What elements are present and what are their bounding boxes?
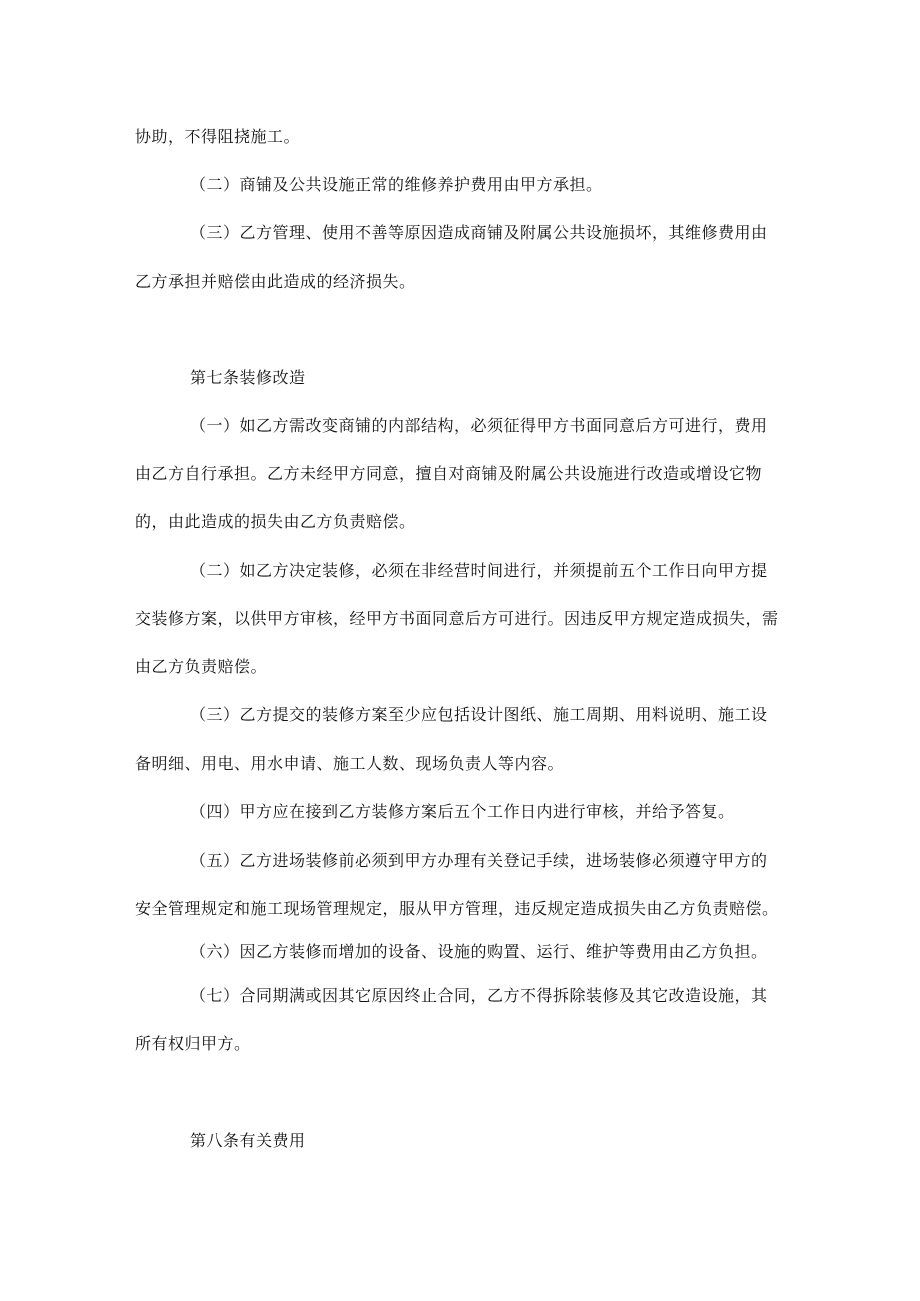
paragraph-line: （二）如乙方决定装修，必须在非经营时间进行，并须提前五个工作日向甲方提 [190,561,768,580]
paragraph-line: （四）甲方应在接到乙方装修方案后五个工作日内进行审核，并给予答复。 [190,802,735,821]
paragraph-line: 由乙方负责赔偿。 [135,657,268,676]
section-heading: 第七条装修改造 [190,368,306,387]
paragraph-line: 协助，不得阻挠施工。 [135,127,301,146]
paragraph-line: （三）乙方管理、使用不善等原因造成商铺及附属公共设施损坏，其维修费用由 [190,223,768,242]
paragraph-line: 乙方承担并赔偿由此造成的经济损失。 [135,272,416,291]
paragraph-line: （二）商铺及公共设施正常的维修养护费用由甲方承担。 [190,175,603,194]
paragraph-line: （六）因乙方装修而增加的设备、设施的购置、运行、维护等费用由乙方负担。 [190,942,768,961]
paragraph-line: 交装修方案，以供甲方审核，经甲方书面同意后方可进行。因违反甲方规定造成损失，需 [135,609,779,628]
paragraph-line: （五）乙方进场装修前必须到甲方办理有关登记手续，进场装修必须遵守甲方的 [190,851,768,870]
paragraph-line: 所有权归甲方。 [135,1034,251,1053]
paragraph-line: 备明细、用电、用水申请、施工人数、现场负责人等内容。 [135,754,565,773]
paragraph-line: 安全管理规定和施工现场管理规定，服从甲方管理，违反规定造成损失由乙方负责赔偿。 [135,899,779,918]
paragraph-line: 的，由此造成的损失由乙方负责赔偿。 [135,512,416,531]
section-heading: 第八条有关费用 [190,1131,306,1150]
paragraph-line: 由乙方自行承担。乙方未经甲方同意，擅自对商铺及附属公共设施进行改造或增设它物 [135,464,763,483]
paragraph-line: （三）乙方提交的装修方案至少应包括设计图纸、施工周期、用料说明、施工设 [190,705,768,724]
paragraph-line: （七）合同期满或因其它原因终止合同，乙方不得拆除装修及其它改造设施，其 [190,986,768,1005]
paragraph-line: （一）如乙方需改变商铺的内部结构，必须征得甲方书面同意后方可进行，费用 [190,416,768,435]
